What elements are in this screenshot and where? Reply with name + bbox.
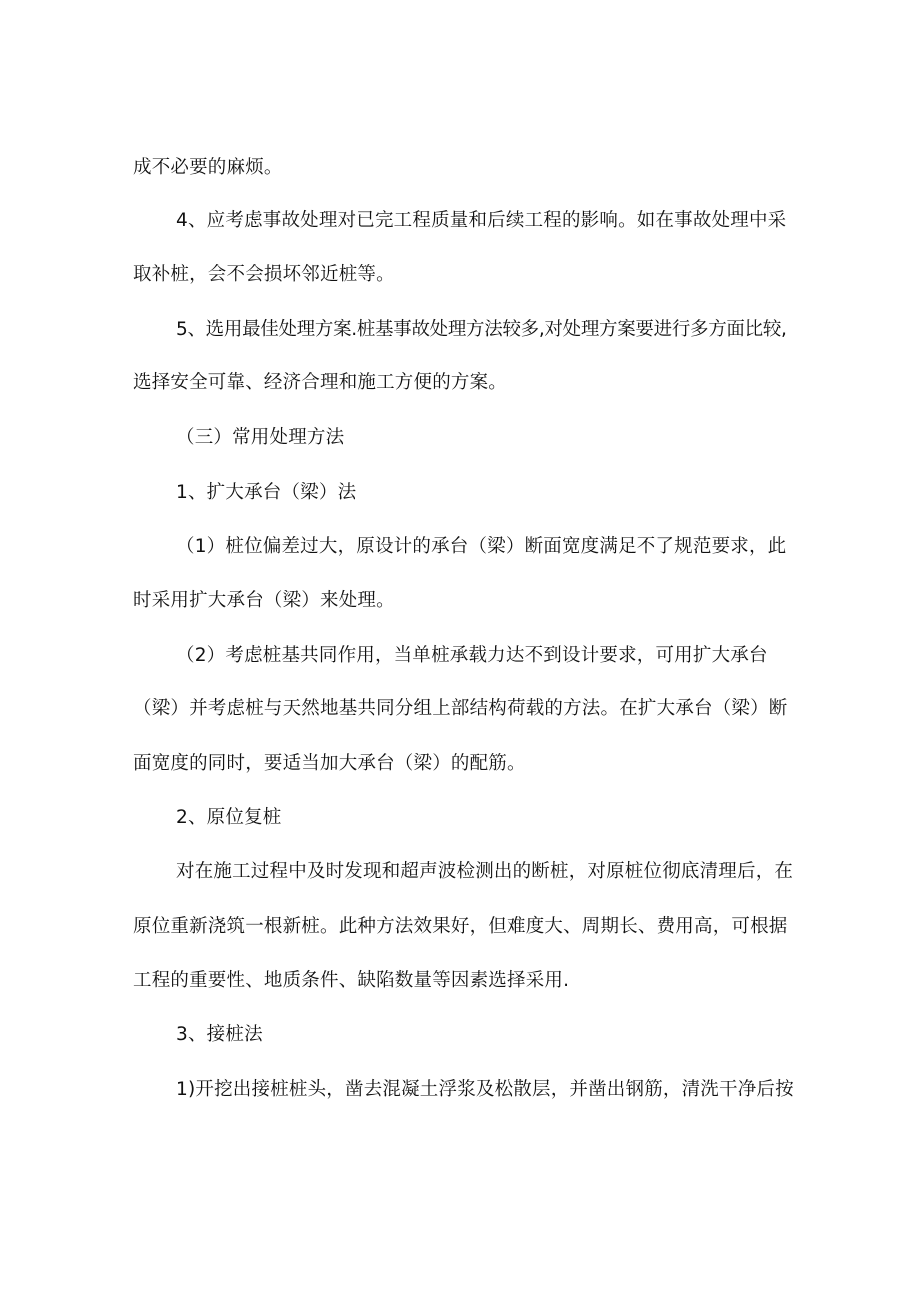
text-line: 1)开挖出接桩桩头，凿去混凝土浮浆及松散层，并凿出钢筋，清洗干净后按	[176, 1079, 794, 1100]
text-line: 4、应考虑事故处理对已完工程质量和后续工程的影响。如在事故处理中采	[176, 210, 787, 231]
text-line: （2）考虑桩基共同作用，当单桩承载力达不到设计要求，可用扩大承台	[176, 645, 768, 666]
text-line: 选择安全可靠、经济合理和施工方便的方案。	[133, 372, 508, 393]
text-line: 面宽度的同时，要适当加大承台（梁）的配筋。	[133, 753, 526, 774]
text-line: 取补桩，会不会损坏邻近桩等。	[133, 264, 395, 285]
section-heading: （三）常用处理方法	[176, 427, 345, 448]
subsection-heading: 1、扩大承台（梁）法	[176, 482, 357, 503]
subsection-heading: 2、原位复桩	[176, 807, 282, 828]
text-line: （1）桩位偏差过大，原设计的承台（梁）断面宽度满足不了规范要求，此	[176, 536, 787, 557]
text-line: 对在施工过程中及时发现和超声波检测出的断桩，对原桩位彻底清理后，在	[176, 861, 794, 882]
text-line: 工程的重要性、地质条件、缺陷数量等因素选择采用.	[133, 970, 570, 991]
text-line: 成不必要的麻烦。	[133, 157, 283, 178]
text-line: 原位重新浇筑一根新桩。此种方法效果好，但难度大、周期长、费用高，可根据	[133, 916, 788, 937]
text-line: 时采用扩大承台（梁）来处理。	[133, 590, 395, 611]
subsection-heading: 3、接桩法	[176, 1024, 263, 1045]
text-line: 5、选用最佳处理方案.桩基事故处理方法较多,对处理方案要进行多方面比较,	[176, 319, 787, 340]
text-line: （梁）并考虑桩与天然地基共同分组上部结构荷载的方法。在扩大承台（梁）断	[133, 698, 788, 719]
